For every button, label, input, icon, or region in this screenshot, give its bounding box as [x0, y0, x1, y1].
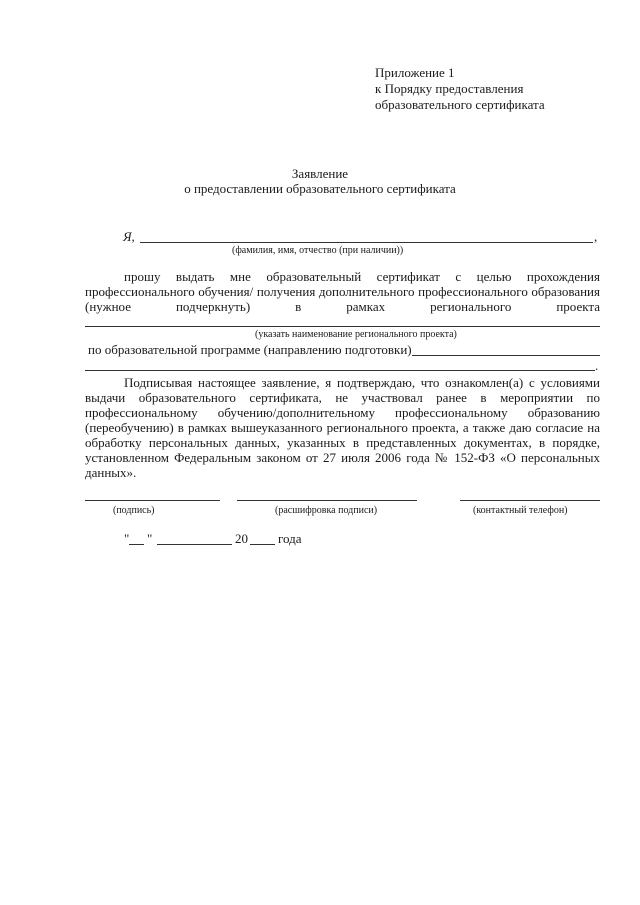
program-field[interactable]: [412, 355, 600, 356]
appendix-line-3: образовательного сертификата: [375, 97, 545, 112]
phone-caption: (контактный телефон): [473, 505, 568, 516]
request-line-3: (нужное подчеркнуть) в рамках регионального проекта: [85, 299, 600, 314]
consent-line-2: выдачи образовательного сертификата, не участвовал ранее в мероприятии по: [85, 390, 600, 405]
document-title: Заявление: [291, 166, 349, 181]
decoding-field[interactable]: [237, 500, 417, 501]
consent-line-6: установленном Федеральным законом от 27 июля 2006 года № 152-ФЗ «О персональных: [85, 450, 600, 465]
consent-line-1: Подписывая настоящее заявление, я подтверждаю, что ознакомлен(а) с условиями: [124, 375, 600, 390]
date-month-field[interactable]: [157, 544, 232, 545]
appendix-line-2: к Порядку предоставления: [375, 81, 524, 96]
fio-prefix: Я,: [123, 229, 135, 244]
date-day-field[interactable]: [129, 544, 144, 545]
program-label: по образовательной программе (направлению подготовки): [88, 342, 412, 357]
fio-field[interactable]: [140, 242, 593, 243]
date-century: 20: [235, 531, 248, 546]
date-year-word: года: [278, 531, 302, 546]
request-line-2: профессионального обучения/ получения дополнительного профессионального образования: [85, 284, 600, 299]
project-caption: (указать наименование регионального проекта): [255, 329, 457, 340]
date-open-quote: ": [124, 531, 130, 546]
date-close-quote: ": [147, 531, 153, 546]
consent-line-5: обработку персональных данных, указанных в представленных документах, в порядке,: [85, 435, 600, 450]
fio-caption: (фамилия, имя, отчество (при наличии)): [232, 245, 404, 256]
program-end: .: [595, 358, 599, 373]
fio-suffix: ,: [594, 229, 598, 244]
appendix-line-1: Приложение 1: [375, 65, 455, 80]
document-subtitle: о предоставлении образовательного сертификата: [184, 181, 456, 196]
phone-field[interactable]: [460, 500, 600, 501]
signature-field[interactable]: [85, 500, 220, 501]
decoding-caption: (расшифровка подписи): [275, 505, 378, 516]
consent-line-4: (переобучению) в рамках вышеуказанного регионального проекта, а также даю согласие на: [85, 420, 600, 435]
project-field[interactable]: [85, 326, 600, 327]
consent-line-7: данных».: [85, 465, 137, 480]
date-year-field[interactable]: [250, 544, 275, 545]
consent-line-3: профессиональному обучению/дополнительному профессиональному образованию: [85, 405, 600, 420]
program-field-continuation[interactable]: [85, 370, 595, 371]
request-line-1: прошу выдать мне образовательный сертификат с целью прохождения: [124, 269, 600, 284]
signature-caption: (подпись): [113, 505, 155, 516]
